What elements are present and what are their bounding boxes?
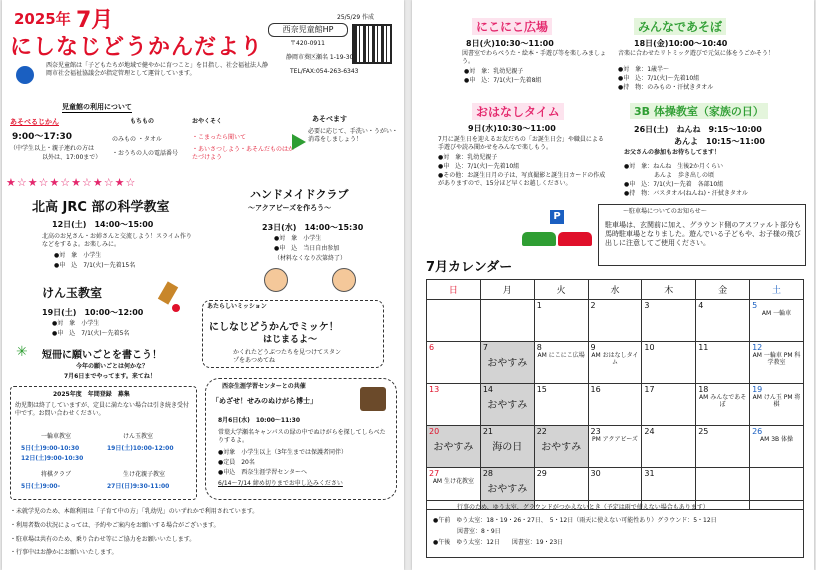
handmade-title: ハンドメイドクラブ [250,188,349,201]
calendar-day [750,300,804,342]
jrc-target: ●対 象 小学生 [54,252,102,259]
handmade-apply: ●申 込 当日自由参加 [274,245,340,252]
jrc-desc: 北高のお兄さん・お姉さんと交流しよう！スライム作りなどをするよ。お楽しみに。 [42,233,192,248]
hours-note1: （中学生以上・親子連れの方は [10,145,95,152]
center-period: 6/14～7/14 締め切りまでお申し込みください [218,480,343,487]
handmade-sub: ～アクアビーズを作ろう～ [248,204,332,212]
day-number: 25 [698,427,709,436]
play-label: あそべます [312,115,347,123]
asobo-title: みんなであそぼ [634,18,726,35]
day-closed-label: おやすみ [487,400,528,411]
jrc-title: 北高 JRC 部の科学教室 [32,200,170,215]
day-number: 11 [698,343,709,352]
tel-fax: TEL/FAX:054-263-6343 [290,68,359,75]
center-date: 8月6日(水) 10:00～11:30 [218,417,301,424]
ohanashi-desc: 7月に誕生日を迎えるお友だちの「お誕生日会」や職員による手遊びや読み聞かせをみんなで楽しもう。 [438,136,604,151]
calendar-day [480,342,534,384]
mission-desc: かくれたどうぶつたちを見つけてスタンプをあつめてね [233,349,342,364]
day-event: PM アクアビーズ [591,436,638,443]
day-number: 20 [429,427,440,436]
day-number: 19 [752,385,763,394]
day-number: 4 [698,301,704,310]
kendama-ball-icon [172,304,180,312]
footer-note: ・行事中はお静かにお願いいたします。 [10,549,118,556]
day-number: 29 [536,469,547,478]
postal-code: 〒420-0911 [290,40,325,47]
kendama-icon [158,281,178,304]
asobo-bring: ●持 物：のみもの・汗拭きタオル [618,84,714,91]
annual-item: 生け花親子教室 [123,471,166,478]
day-number: 31 [644,469,655,478]
car-icon [558,232,592,246]
calendar-week [427,342,804,384]
calendar-day [588,426,642,468]
ohanashi-other: ●その他：お誕生日月の子は、写真撮影と誕生日カードの作成がありますので、15分ほど早くお越しください。 [438,172,606,187]
address: 静岡市葵区瀬名 1-19-30 [286,54,354,61]
center-target: ●対象 小学生以上（3年生までは保護者同伴） [218,449,348,456]
calendar-day [534,300,588,342]
closure-am-2: 図書室：8・9日 [433,528,501,535]
play-note: 必要に応じて、手洗い・うがい・消毒をしましょう！ [308,128,398,143]
day-closed-label: 海の日 [492,442,523,453]
mission-main-2: はじまるよ～ [263,335,318,345]
asobo-target: ●対 象：1歳半～ [618,66,670,73]
day-number: 12 [752,343,763,352]
annual-item: 一輪車教室 [41,433,72,440]
annual-item: けん玉教室 [123,433,154,440]
day-number: 27 [429,469,440,478]
center-desc: 常葉大学瀬名キャンパスの緑の中でぬけがらを探してしらべたりするよ。 [218,429,386,444]
day-number: 14 [482,385,494,394]
handmade-note: （材料なくなり次第終了） [274,255,347,262]
intro-text: 西奈児童館は「子どもたちが地域で健やかに育つこと」を目指し、社会福祉法人静岡市社会福祉協議会が指定管理として運営しています。 [46,62,269,77]
rule-1: ・こまったら聞いて [192,134,247,141]
closure-box [426,500,804,558]
day-event: AM にこにこ広場 [537,352,585,359]
tanzaku-question: 今年の願いごとは何かな？ [76,363,149,370]
day-number: 26 [752,427,763,436]
bamboo-icon: ✳ [16,344,28,360]
day-number: 23 [590,427,601,436]
day-number: 10 [644,343,655,352]
day-number: 30 [590,469,601,478]
open-hours: 9:00～17:30 [12,132,73,142]
left-page [2,0,404,570]
handmade-target: ●対 象 小学生 [274,235,322,242]
day-number: 6 [429,343,435,352]
child-icon [264,268,288,292]
annual-item: 5日(土)9:00-10:30 [21,445,80,452]
parking-title: ～駐車場についてのお知らせ～ [623,208,707,215]
kendama-apply: ●申 込 7/1(火)～先着5名 [52,330,130,337]
child-icon [332,268,356,292]
ohanashi-apply: ●申 込：7/1(火)～先着10組 [438,163,520,170]
issue-date: 25/5/29 作成 [337,14,375,21]
niko-apply: ●申 込：7/1(火)～先着8組 [464,77,542,84]
cicada-box [205,378,397,500]
day-event: AM みんなであそぼ [699,394,747,408]
center-main: 「めざせ！せみのぬけがら博士」 [212,397,317,405]
council-logo [16,66,34,84]
calendar-week [427,300,804,342]
calendar-day [696,342,750,384]
handmade-date: 23日(水) 14:00～15:30 [262,223,364,232]
calendar-day [750,342,804,384]
calendar-day [480,426,534,468]
annual-box [10,386,197,500]
annual-item: 27日(日)9:30-11:00 [107,483,170,490]
taiso-target-2: あんよ 歩き出しの頃 [624,172,715,179]
usage-heading: 児童館の利用について [62,103,132,111]
kendama-date: 19日(土) 10:00～12:00 [42,308,144,317]
day-event: AM 一輪車 PM 科学教室 [752,352,801,366]
cicada-icon [360,387,386,411]
day-closed-label: おやすみ [541,442,582,453]
mission-main-1: にしなじどうかんでミッケ！ [209,322,339,333]
closure-pm: ●午後 ゆう太室：12日 図書室：19・23日 [433,539,564,546]
calendar-day [696,384,750,426]
day-event: AM 生け花教室 [432,478,475,485]
center-cap: ●定員 20名 [218,459,255,466]
day-closed-label: おやすみ [433,442,474,453]
day-number: 2 [590,301,596,310]
calendar-title: 7月カレンダー [426,260,513,275]
weekday-header: 日 [427,280,481,300]
calendar-day [642,300,696,342]
title-month: 7月 [76,8,114,33]
asobo-desc: 音楽に合わせたリトミック遊びで元気に体をうごかそう！ [618,50,774,57]
day-number: 3 [644,301,650,310]
calendar-day [427,426,481,468]
title-year: 2025年 [14,10,71,28]
taiso-date-1: 26日(土) ねんね 9:15～10:00 [634,125,762,134]
day-number: 21 [482,427,494,436]
bring-note: ・おうちの人の電話番号 [112,150,179,157]
day-event: AM けん玉 PM 将棋 [752,394,801,408]
closure-am: ●午前 ゆう太室：18・19・26・27日、 5・12日（雨天に使えない可能性あり）グラウンド：5・12日 [433,517,717,524]
stars-decoration: ★☆★☆★☆★☆★☆★☆ [6,176,137,189]
rules-label: おやくそく [192,118,223,125]
annual-item: 将棋クラブ [41,471,72,478]
day-number: 9 [590,343,596,352]
calendar-week [427,426,804,468]
day-number: 15 [536,385,547,394]
rule-2: ・あいさつしよう・あそんだものはかたづけよう [192,146,295,161]
day-number: 28 [482,469,494,478]
calendar-day [427,384,481,426]
annual-desc: 幼児期は終了していますが、定員に満たない場合は引き続き受付中です。お問い合わせください。 [15,402,190,417]
mission-box [202,300,384,368]
calendar-day [534,426,588,468]
kendama-title: けん玉教室 [42,286,103,300]
day-number: 5 [752,301,758,310]
calendar-week [427,384,804,426]
taiso-bring: ●持 物：バスタオル(ねんね)・汗拭きタオル [624,190,748,197]
taiso-target: ●対 象：ねんね 生後2か月くらい [624,163,724,170]
hp-label[interactable]: 西奈児童館HP [268,23,348,37]
calendar-day [427,342,481,384]
day-number: 17 [644,385,655,394]
jrc-date: 12日(土) 14:00～15:00 [52,220,154,229]
weekday-header: 金 [696,280,750,300]
calendar-day [588,342,642,384]
calendar-day [642,384,696,426]
calendar-day [588,384,642,426]
car-icon [522,232,556,246]
bring-label: もちもの [130,118,155,125]
ohanashi-date: 9日(水)10:30～11:00 [468,124,556,133]
annual-item: 12日(土)9:00-10:30 [21,455,84,462]
annual-item: 19日(土)10:00-12:00 [107,445,174,452]
day-number: 16 [590,385,601,394]
jrc-apply: ●申 込 7/1(火)～先着15名 [54,262,136,269]
weekday-header: 土 [750,280,804,300]
weekday-header: 火 [534,280,588,300]
calendar-day [750,384,804,426]
qr-code[interactable] [352,24,392,64]
footer-note: ・利用者数の状況によっては、予約やご案内をお願いする場合がございます。 [10,522,220,529]
calendar-day [480,300,534,342]
calendar-table [426,279,804,510]
calendar-day [750,426,804,468]
day-event: AM 一輪車 [761,310,792,317]
right-page [412,0,814,570]
closure-note: 行事のため、ゆう太室、グラウンドがつかえないとき（予定は雨で使えない場合もあります） [457,504,709,511]
bring-items: のみもの ・タオル [112,136,162,143]
day-number: 24 [644,427,655,436]
niko-title: にこにこ広場 [472,18,552,35]
calendar-day [480,384,534,426]
open-label: あそべるじかん [10,118,59,126]
day-event: AM 3B 体操 [760,436,794,443]
day-closed-label: おやすみ [487,484,528,495]
center-apply: ●申込 西奈生涯学習センターへ [218,469,307,476]
day-event: AM おはなしタイム [591,352,639,366]
ohanashi-target: ●対 象：乳幼児親子 [438,154,498,161]
ohanashi-title: おはなしタイム [472,103,564,120]
kendama-target: ●対 象 小学生 [52,320,100,327]
calendar-day [696,300,750,342]
arrow-right-icon [292,134,306,150]
calendar-day [696,426,750,468]
weekday-header: 木 [642,280,696,300]
day-number: 1 [536,301,542,310]
weekday-header: 月 [480,280,534,300]
tanzaku-title: 短冊に願いごとを書こう！ [42,350,162,361]
taiso-title: 3B 体操教室（家族の日） [630,103,768,119]
calendar-day [427,300,481,342]
footer-note: ・駐車場は共有のため、乗り合わせ等にご協力をお願いいたします。 [10,536,196,543]
annual-item: 5日(土)9:00- [21,483,61,490]
taiso-apply: ●申 込：7/1(火)～先着 各部10組 [624,181,724,188]
taiso-date-2: あんよ 10:15～11:00 [674,137,765,146]
asobo-apply: ●申 込：7/1(火)～先着10組 [618,75,700,82]
page-title: にしなじどうかんだより [10,35,264,60]
parking-sign-icon: P [550,210,564,224]
taiso-desc: お父さんの参加もお待ちしてます！ [624,149,721,156]
center-title: 西奈生涯学習センターとの共催 [222,383,306,390]
day-number: 7 [482,343,488,352]
day-number: 18 [698,385,709,394]
calendar-day [534,342,588,384]
mission-title: あたらしいミッション [207,303,267,310]
day-closed-label: おやすみ [487,358,528,369]
day-number: 13 [429,385,440,394]
parking-desc: 駐車場は、玄関前に加え、グラウンド側のアスファルト部分も馬時駐車場となりました。遊んでいる子どもや、お子様の飛び出しに注意してご使用ください。 [605,221,801,247]
parking-notice [598,204,806,266]
niko-date: 8日(火)10:30～11:00 [466,39,554,48]
niko-desc: 図書室でわらべうた・絵本・手遊び等を楽しみましょう。 [462,50,607,65]
calendar-day [642,426,696,468]
asobo-date: 18日(金)10:00～10:40 [634,39,728,48]
calendar-day [588,300,642,342]
day-number: 8 [536,343,542,352]
footer-note: ・未就学児のため、本館利用は「子育て中の方」「乳幼児」のいずれかで利用されています。 [10,508,259,515]
tanzaku-note: 7月6日までやってます。来てね！ [64,373,156,380]
annual-title: 2025年度 年間登録 募集 [53,391,130,398]
weekday-header: 水 [588,280,642,300]
hours-note2: 以外は、17:00まで） [42,154,102,161]
calendar-day [534,384,588,426]
niko-target: ●対 象：乳幼児親子 [464,68,524,75]
day-number: 22 [536,427,547,436]
calendar-day [642,342,696,384]
